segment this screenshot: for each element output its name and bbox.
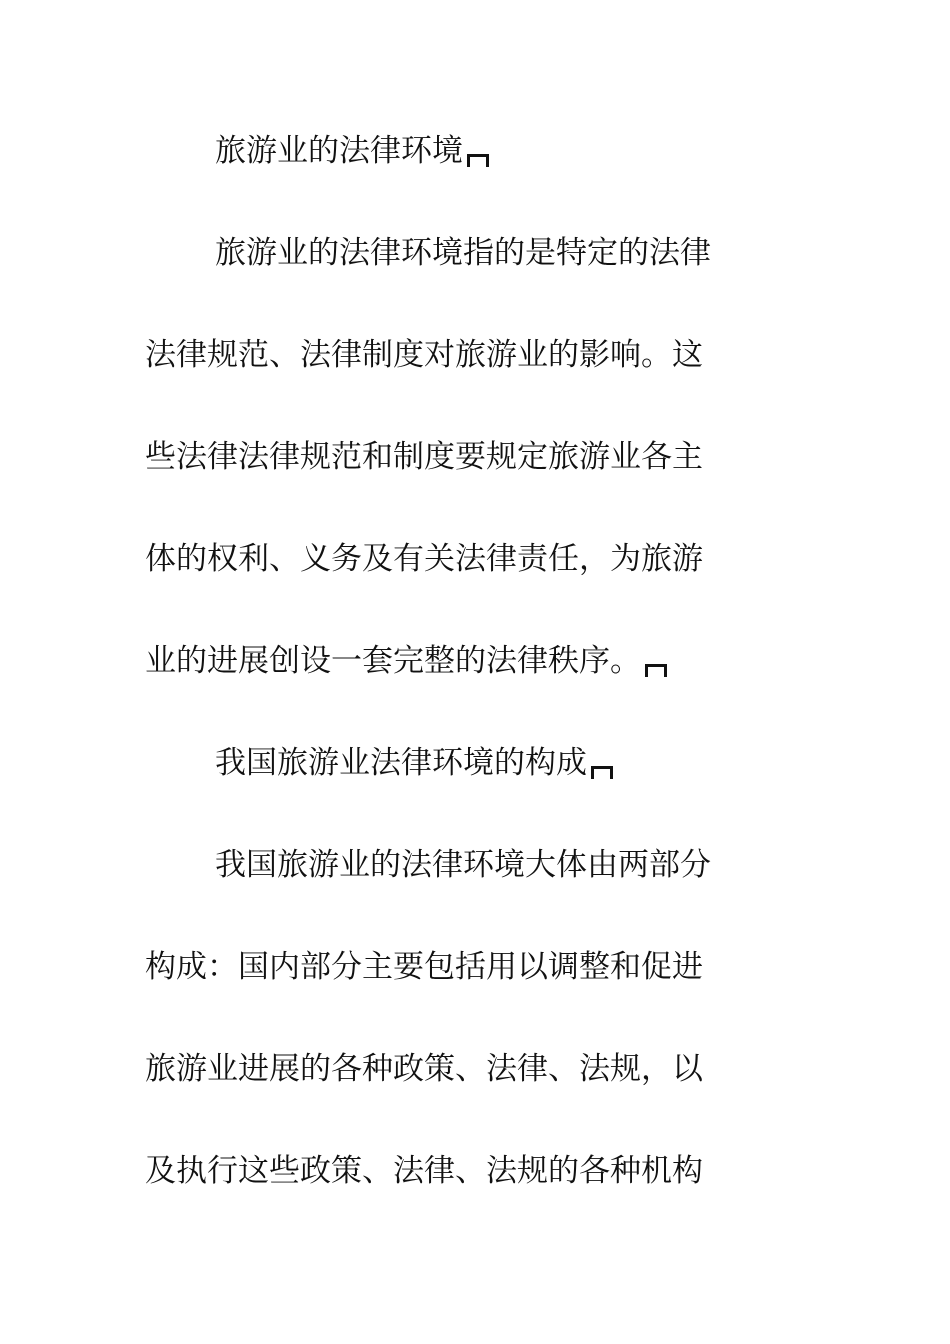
paragraph-line: 些法律法律规范和制度要规定旅游业各主: [145, 439, 703, 475]
paragraph-mark-icon: [589, 763, 615, 777]
paragraph-line: 及执行这些政策、法律、法规的各种机构: [145, 1153, 703, 1189]
paragraph-mark-icon: [465, 151, 491, 165]
paragraph-line: 体的权利、义务及有关法律责任，为旅游: [145, 541, 703, 577]
body-text: [145, 118, 785, 1240]
paragraph-line: 业的进展创设一套完整的法律秩序。: [145, 628, 785, 730]
heading-legal-environment: 旅游业的法律环境: [145, 118, 785, 220]
paragraph-line: 法律规范、法律制度对旅游业的影响。这: [145, 337, 703, 373]
paragraph-line: 旅游业的法律环境指的是特定的法律: [215, 235, 711, 271]
paragraph-line: 构成：国内部分主要包括用以调整和促进: [145, 949, 703, 985]
paragraph-line: 我国旅游业的法律环境大体由两部分: [215, 847, 711, 883]
heading-legal-environment-composition: 我国旅游业法律环境的构成: [145, 730, 785, 832]
paragraph-mark-icon: [643, 661, 669, 675]
paragraph-line: 旅游业进展的各种政策、法律、法规，以: [145, 1051, 703, 1087]
